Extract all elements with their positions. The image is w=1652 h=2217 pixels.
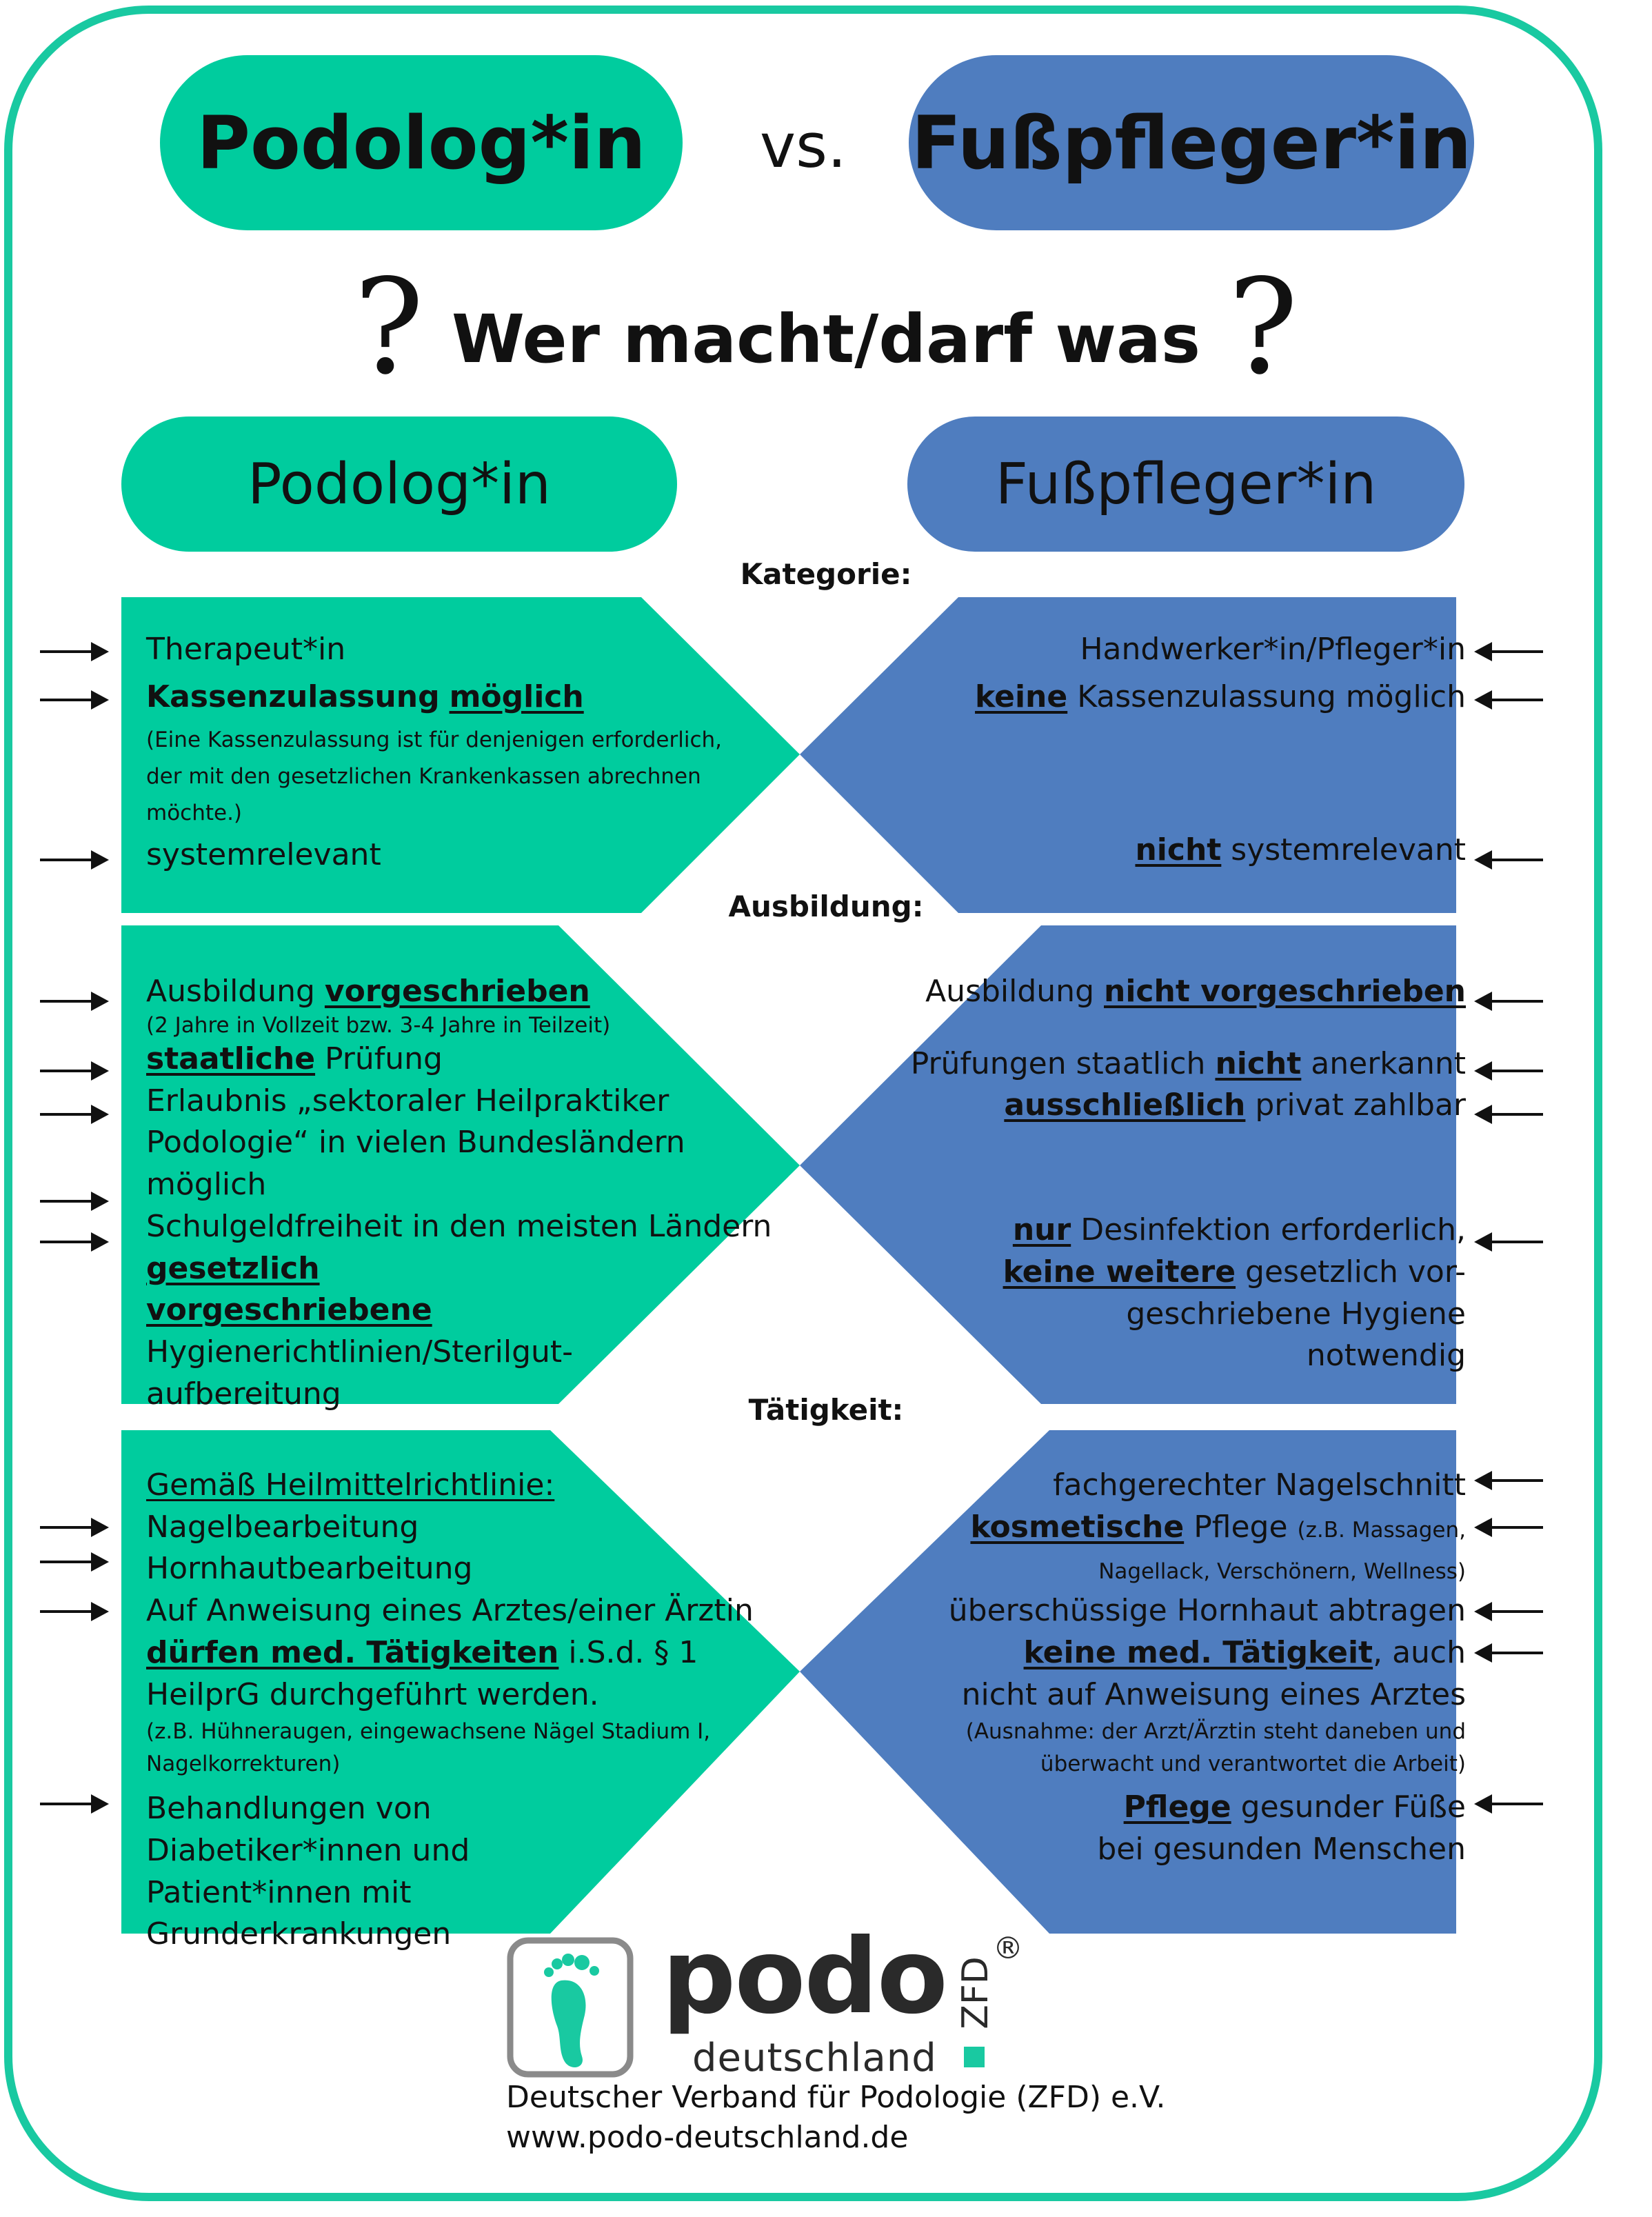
subtitle-fusspfleger: Fußpfleger*in <box>995 451 1377 517</box>
vs-label: vs. <box>760 110 847 181</box>
subtitle-podolog: Podolog*in <box>248 451 551 517</box>
arrow-left-icon <box>1477 1241 1543 1243</box>
kategorie-systemrelevant: systemrelevant <box>146 836 381 872</box>
foot-logo-icon <box>505 1935 636 2080</box>
ausbildung-keine-weitere-hygiene: keine weitere gesetzlich vor-geschriebene Hygiene notwendig <box>1003 1254 1466 1374</box>
arrow-left-icon <box>1477 1803 1543 1805</box>
arrow-right-icon <box>40 1561 106 1563</box>
kategorie-therapeut: Therapeut*in <box>146 632 346 667</box>
arrow-right-icon <box>40 1526 106 1529</box>
kategorie-kasse-note: (Eine Kassenzulassung ist für denjenigen erforderlich, der mit den gesetzlichen Krankenkassen abrechnen möchte.) <box>146 728 723 825</box>
kategorie-kasse-right: keine Kassenzulassung möglich <box>975 679 1466 714</box>
arrow-right-icon <box>40 1200 106 1203</box>
question-mark-right: ? <box>1228 251 1298 403</box>
arrow-left-icon <box>1477 1610 1543 1613</box>
arrow-right-icon <box>40 1803 106 1805</box>
ausbildung-pruefungen-nicht-anerkannt: Prüfungen staatlich nicht anerkannt <box>910 1045 1466 1081</box>
taetigkeit-right-text <box>873 1465 1466 1871</box>
organization-name: Deutscher Verband für Podologie (ZFD) e.V. <box>506 2080 1166 2115</box>
arrow-right-icon <box>40 859 106 861</box>
arrow-right-icon <box>40 1241 106 1243</box>
kategorie-left-text <box>146 629 780 876</box>
registered-mark: ® <box>993 1931 1023 1966</box>
question-text: Wer macht/darf was <box>452 301 1200 378</box>
arrow-left-icon <box>1477 1652 1543 1654</box>
kategorie-kasse-left: Kassenzulassung möglich <box>146 679 584 714</box>
brand-zfd: ZFD <box>954 1956 996 2029</box>
arrow-right-icon <box>40 1070 106 1072</box>
kategorie-handwerker: Handwerker*in/Pfleger*in <box>1080 632 1466 667</box>
taetigkeit-anweisung: Auf Anweisung eines Arztes/einer Ärztin <box>146 1593 754 1629</box>
ausbildung-left-text <box>146 971 794 1415</box>
taetigkeit-heilmittelrichtlinie: Gemäß Heilmittelrichtlinie: <box>146 1467 555 1503</box>
taetigkeit-keine-med: keine med. Tätigkeit, auch nicht auf Anweisung eines Arztes <box>961 1634 1466 1712</box>
section-label-taetigkeit: Tätigkeit: <box>748 1393 904 1427</box>
ausbildung-hygiene: gesetzlich vorgeschriebene Hygienerichtlinien/Sterilgut-aufbereitung <box>146 1250 574 1412</box>
arrow-left-icon <box>1477 1070 1543 1072</box>
taetigkeit-nagelbearbeitung: Nagelbearbeitung <box>146 1509 419 1545</box>
arrow-right-icon <box>40 1610 106 1613</box>
taetigkeit-left-text <box>146 1465 767 1956</box>
ausbildung-privat-zahlbar: ausschließlich privat zahlbar <box>1004 1087 1466 1123</box>
arrow-right-icon <box>40 650 106 653</box>
taetigkeit-beispiele: (z.B. Hühneraugen, eingewachsene Nägel Stadium I, Nagelkorrekturen) <box>146 1719 711 1776</box>
taetigkeit-hornhautbearbeitung: Hornhautbearbeitung <box>146 1551 473 1587</box>
brand-podo: podo <box>662 1917 947 2037</box>
arrow-left-icon <box>1477 1526 1543 1529</box>
taetigkeit-hornhaut-abtragen: überschüssige Hornhaut abtragen <box>948 1593 1466 1629</box>
arrow-left-icon <box>1477 699 1543 701</box>
ausbildung-schulgeld: Schulgeldfreiheit in den meisten Ländern <box>146 1208 772 1244</box>
website-url: www.podo-deutschland.de <box>506 2120 909 2155</box>
title-podolog: Podolog*in <box>197 100 646 185</box>
taetigkeit-diabetiker: Behandlungen von Diabetiker*innen und Patient*innen mit Grunderkrankungen <box>146 1791 470 1952</box>
arrow-right-icon <box>40 1000 106 1003</box>
kategorie-right-text <box>845 629 1466 872</box>
arrow-right-icon <box>40 1113 106 1116</box>
title-fusspfleger: Fußpfleger*in <box>911 100 1472 185</box>
ausbildung-desinfektion: nur Desinfektion erforderlich, <box>1012 1212 1466 1248</box>
arrow-right-icon <box>40 699 106 701</box>
arrow-left-icon <box>1477 1000 1543 1003</box>
ausbildung-dauer-note: (2 Jahre in Vollzeit bzw. 3-4 Jahre in Teilzeit) <box>146 1012 611 1038</box>
kategorie-nicht-systemrelevant: nicht systemrelevant <box>1135 832 1466 868</box>
taetigkeit-duerfen: dürfen med. Tätigkeiten i.S.d. § 1 HeilprG durchgeführt werden. <box>146 1634 698 1712</box>
ausbildung-erlaubnis: Erlaubnis „sektoraler Heilpraktiker Podologie“ in vielen Bundesländern möglich <box>146 1083 685 1203</box>
taetigkeit-kosmetische-pflege: kosmetische Pflege (z.B. Massagen, Nagellack, Verschönern, Wellness) <box>970 1509 1466 1585</box>
question-mark-left: ? <box>354 251 424 403</box>
taetigkeit-pflege-gesunder-fuesse: Pflege gesunder Füße bei gesunden Menschen <box>1097 1789 1466 1867</box>
section-label-kategorie: Kategorie: <box>740 557 912 591</box>
arrow-left-icon <box>1477 650 1543 653</box>
brand-deutschland: deutschland <box>692 2036 937 2080</box>
ausbildung-nicht-vorgeschrieben: Ausbildung nicht vorgeschrieben <box>925 974 1466 1009</box>
brand-square <box>964 2047 985 2067</box>
ausbildung-staatliche-pruefung: staatliche Prüfung <box>146 1041 443 1076</box>
arrow-left-icon <box>1477 859 1543 861</box>
taetigkeit-nagelschnitt: fachgerechter Nagelschnitt <box>1053 1467 1466 1503</box>
arrow-left-icon <box>1477 1113 1543 1116</box>
section-label-ausbildung: Ausbildung: <box>728 890 924 923</box>
ausbildung-vorgeschrieben: Ausbildung vorgeschrieben <box>146 974 590 1009</box>
arrow-left-icon <box>1477 1479 1543 1482</box>
taetigkeit-ausnahme: (Ausnahme: der Arzt/Ärztin steht daneben und überwacht und verantwortet die Arbeit) <box>965 1719 1466 1776</box>
ausbildung-right-text <box>873 971 1466 1377</box>
